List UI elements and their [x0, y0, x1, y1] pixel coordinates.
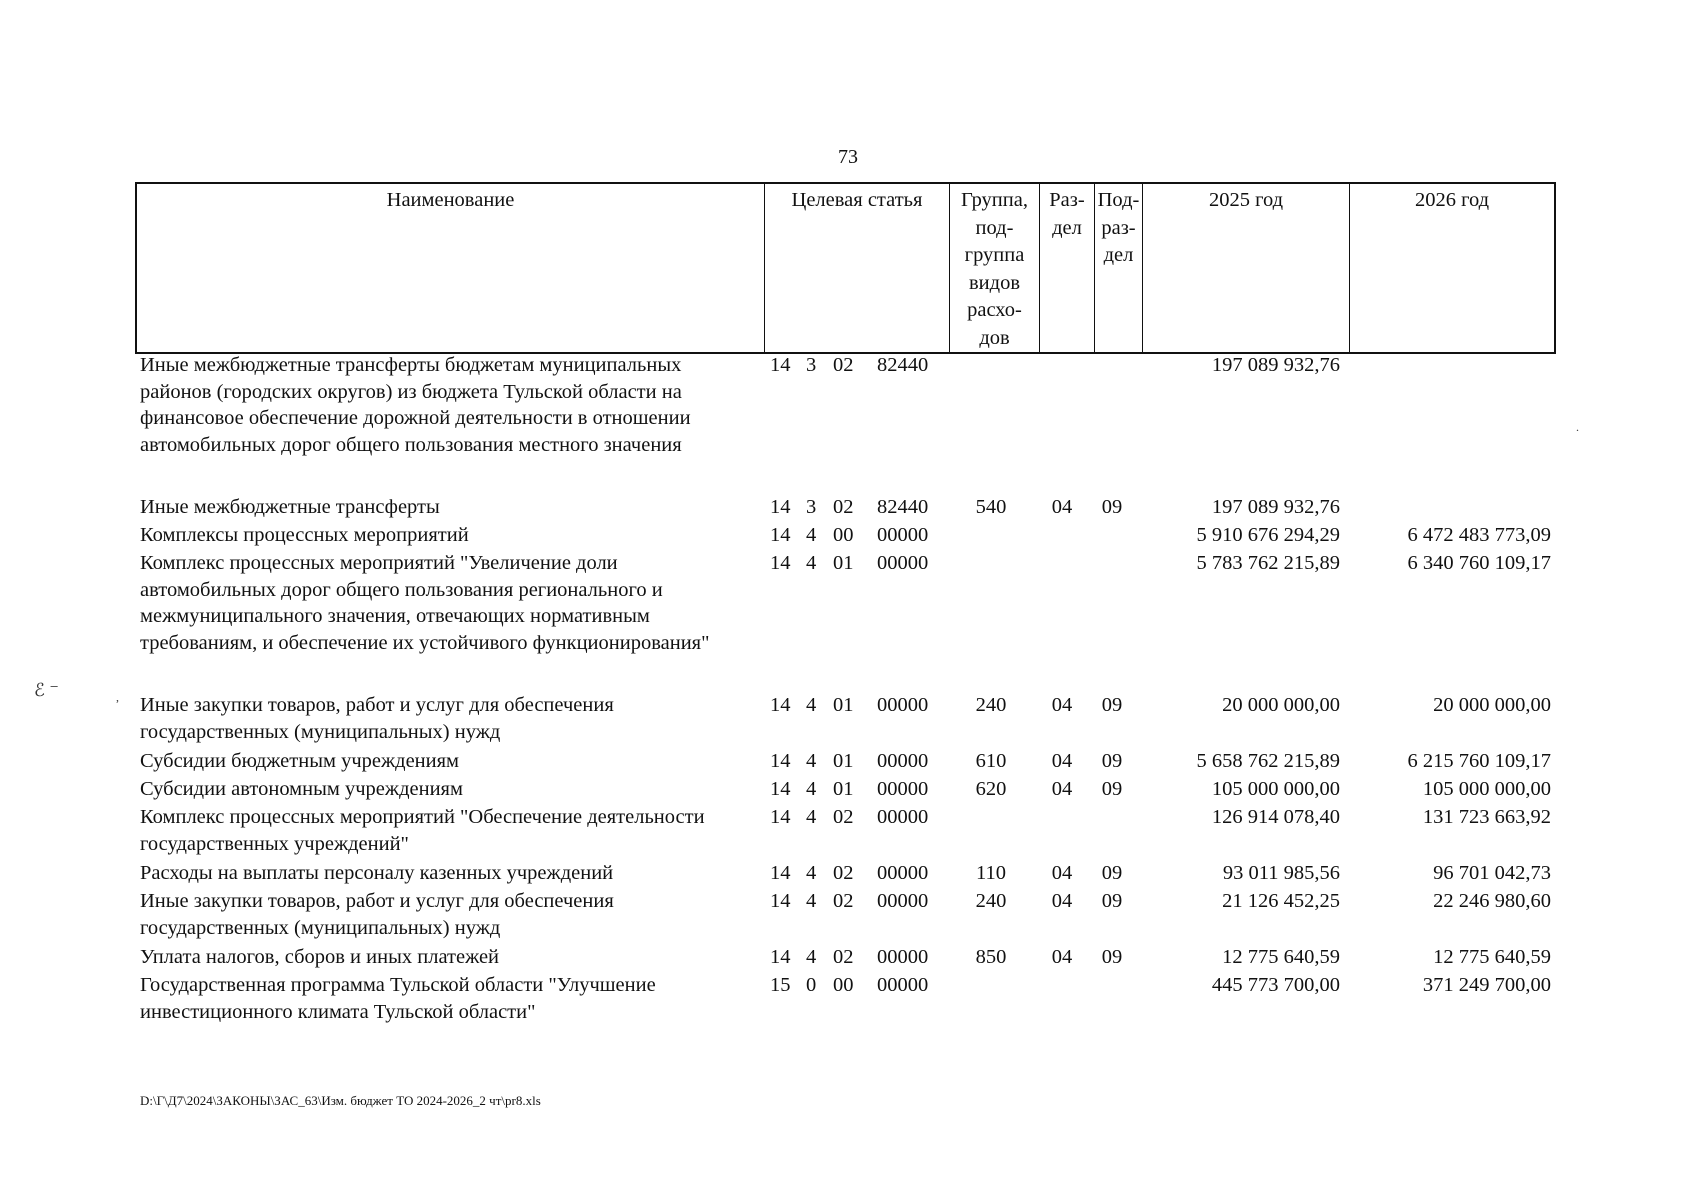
cell-c: 01	[833, 778, 854, 800]
cell-c: 01	[833, 750, 854, 772]
row-name-line: Уплата налогов, сборов и иных платежей	[140, 946, 500, 968]
cell-a: 14	[770, 524, 791, 546]
header-section	[1040, 184, 1095, 352]
cell-b: 4	[806, 552, 817, 574]
cell-group: 850	[975, 946, 1007, 968]
header-name: Наименование	[137, 184, 765, 352]
cell-c: 02	[833, 354, 854, 376]
header-group-line: Группа,	[961, 189, 1028, 211]
header-subsection-line: раз-	[1101, 216, 1136, 239]
cell-y2025: 445 773 700,00	[1211, 974, 1340, 996]
cell-d: 00000	[877, 862, 929, 884]
header-subsection-line: дел	[1103, 244, 1134, 266]
cell-y2026: 96 701 042,73	[1433, 862, 1551, 884]
cell-prz: 09	[1101, 778, 1123, 800]
cell-prz: 09	[1101, 694, 1123, 716]
cell-c: 02	[833, 496, 854, 518]
table-header	[135, 182, 1556, 354]
cell-d: 00000	[877, 806, 929, 828]
cell-rz: 04	[1051, 496, 1073, 518]
cell-y2026: 6 340 760 109,17	[1407, 552, 1551, 574]
row-name	[140, 972, 760, 1025]
cell-c: 02	[833, 806, 854, 828]
cell-a: 14	[770, 862, 791, 884]
row-name-line: государственных учреждений"	[140, 832, 409, 855]
header-section-line: дел	[1052, 216, 1082, 239]
row-name-line: районов (городских округов) из бюджета Тульской области на	[140, 380, 682, 403]
header-year-2026: 2026 год	[1414, 189, 1490, 211]
cell-y2026: 105 000 000,00	[1422, 778, 1551, 800]
cell-c: 01	[833, 694, 854, 716]
cell-y2025: 21 126 452,25	[1222, 890, 1340, 912]
row-name-line: Иные закупки товаров, работ и услуг для обеспечения	[140, 694, 614, 716]
row-name-line: Комплекс процессных мероприятий "Обеспечение деятельности	[140, 806, 705, 828]
row-name-line: инвестиционного климата Тульской области"	[140, 1000, 536, 1023]
cell-group: 240	[975, 694, 1007, 716]
cell-y2025: 93 011 985,56	[1222, 862, 1340, 884]
row-name	[140, 776, 760, 803]
cell-y2025: 5 658 762 215,89	[1196, 750, 1340, 772]
row-name	[140, 522, 760, 549]
cell-y2026: 12 775 640,59	[1433, 946, 1551, 968]
cell-d: 82440	[877, 354, 929, 376]
cell-b: 4	[806, 750, 817, 772]
cell-d: 82440	[877, 496, 929, 518]
row-name-line: государственных (муниципальных) нужд	[140, 916, 501, 939]
cell-c: 01	[833, 552, 854, 574]
cell-c: 00	[833, 524, 854, 546]
header-subsection-line: Под-	[1097, 189, 1140, 211]
cell-rz: 04	[1051, 778, 1073, 800]
row-name	[140, 494, 760, 521]
row-name-line: Комплекс процессных мероприятий "Увеличение доли	[140, 552, 618, 574]
cell-group: 240	[975, 890, 1007, 912]
cell-a: 15	[770, 974, 791, 996]
row-name	[140, 888, 760, 941]
scan-mark: .	[1576, 420, 1579, 434]
header-group-line: группа	[964, 244, 1025, 266]
cell-c: 02	[833, 890, 854, 912]
cell-a: 14	[770, 694, 791, 716]
cell-b: 4	[806, 890, 817, 912]
scan-mark: ,	[116, 690, 119, 704]
row-name	[140, 944, 760, 971]
cell-y2026: 131 723 663,92	[1422, 806, 1551, 828]
header-target-article: Целевая статья	[765, 184, 950, 352]
cell-d: 00000	[877, 552, 929, 574]
row-name-line: Комплексы процессных мероприятий	[140, 524, 469, 546]
scan-mark: ℰ ⁻	[34, 680, 59, 700]
header-group-line: видов	[968, 271, 1020, 294]
cell-y2025: 197 089 932,76	[1211, 496, 1340, 518]
header-subsection	[1095, 184, 1143, 352]
row-name-line: Иные межбюджетные трансферты бюджетам муниципальных	[140, 354, 682, 376]
cell-y2025: 20 000 000,00	[1222, 694, 1340, 716]
row-name-line: Субсидии бюджетным учреждениям	[140, 750, 460, 772]
row-name	[140, 804, 760, 857]
row-name-line: автомобильных дорог общего пользования местного значения	[140, 433, 682, 456]
header-group-line: дов	[979, 326, 1010, 349]
cell-y2026: 6 215 760 109,17	[1407, 750, 1551, 772]
cell-a: 14	[770, 750, 791, 772]
cell-a: 14	[770, 496, 791, 518]
file-path: D:\Г\Д7\2024\ЗАКОНЫ\ЗАС_63\Изм. бюджет ТО 2024-2026_2 чт\pr8.xls	[140, 1093, 541, 1108]
cell-b: 4	[806, 946, 817, 968]
cell-y2025: 12 775 640,59	[1222, 946, 1340, 968]
cell-prz: 09	[1101, 496, 1123, 518]
cell-c: 02	[833, 862, 854, 884]
row-name	[140, 692, 760, 745]
cell-group: 620	[975, 778, 1007, 800]
cell-y2026: 22 246 980,60	[1433, 890, 1551, 912]
cell-group: 540	[975, 496, 1007, 518]
row-name-line: финансовое обеспечение дорожной деятельности в отношении	[140, 407, 691, 429]
cell-rz: 04	[1051, 694, 1073, 716]
cell-y2025: 105 000 000,00	[1211, 778, 1340, 800]
row-name	[140, 352, 760, 458]
cell-b: 4	[806, 694, 817, 716]
row-name-line: требованиям, и обеспечение их устойчивого функционирования"	[140, 631, 710, 654]
cell-c: 00	[833, 974, 854, 996]
header-group-line: расхо-	[967, 299, 1022, 321]
cell-prz: 09	[1101, 862, 1123, 884]
cell-y2026: 20 000 000,00	[1433, 694, 1551, 716]
cell-a: 14	[770, 354, 791, 376]
cell-b: 0	[806, 974, 817, 996]
cell-y2026: 371 249 700,00	[1422, 974, 1551, 996]
page-number: 73	[838, 146, 858, 168]
cell-prz: 09	[1101, 946, 1123, 968]
row-name-line: межмуниципального значения, отвечающих нормативным	[140, 605, 650, 627]
cell-a: 14	[770, 552, 791, 574]
cell-d: 00000	[877, 778, 929, 800]
cell-d: 00000	[877, 694, 929, 716]
cell-b: 4	[806, 524, 817, 546]
header-year-2025: 2025 год	[1143, 184, 1350, 352]
cell-rz: 04	[1051, 862, 1073, 884]
header-section-line: Раз-	[1049, 189, 1085, 211]
cell-d: 00000	[877, 890, 929, 912]
cell-c: 02	[833, 946, 854, 968]
cell-a: 14	[770, 806, 791, 828]
cell-d: 00000	[877, 974, 929, 996]
cell-rz: 04	[1051, 890, 1073, 912]
row-name-line: Расходы на выплаты персоналу казенных учреждений	[140, 862, 614, 884]
row-name-line: Государственная программа Тульской области "Улучшение	[140, 974, 656, 996]
cell-b: 3	[806, 496, 817, 518]
row-name-line: автомобильных дорог общего пользования регионального и	[140, 578, 663, 601]
cell-a: 14	[770, 890, 791, 912]
cell-b: 4	[806, 862, 817, 884]
row-name	[140, 550, 760, 656]
row-name-line: государственных (муниципальных) нужд	[140, 720, 501, 743]
cell-y2025: 197 089 932,76	[1211, 354, 1340, 376]
cell-d: 00000	[877, 946, 929, 968]
row-name-line: Субсидии автономным учреждениям	[140, 778, 463, 800]
cell-y2025: 5 783 762 215,89	[1196, 552, 1340, 574]
cell-y2025: 5 910 676 294,29	[1196, 524, 1340, 546]
cell-y2025: 126 914 078,40	[1211, 806, 1340, 828]
cell-b: 4	[806, 806, 817, 828]
cell-rz: 04	[1051, 750, 1073, 772]
header-group-line: под-	[975, 216, 1014, 239]
cell-d: 00000	[877, 524, 929, 546]
cell-group: 110	[976, 862, 1006, 884]
cell-b: 4	[806, 778, 817, 800]
header-group	[950, 184, 1040, 352]
cell-y2026: 6 472 483 773,09	[1407, 524, 1551, 546]
cell-group: 610	[975, 750, 1007, 772]
cell-b: 3	[806, 354, 817, 376]
row-name-line: Иные межбюджетные трансферты	[140, 496, 440, 518]
row-name	[140, 748, 760, 775]
cell-prz: 09	[1101, 890, 1123, 912]
row-name	[140, 860, 760, 887]
row-name-line: Иные закупки товаров, работ и услуг для обеспечения	[140, 890, 614, 912]
cell-a: 14	[770, 778, 791, 800]
cell-a: 14	[770, 946, 791, 968]
cell-d: 00000	[877, 750, 929, 772]
cell-prz: 09	[1101, 750, 1123, 772]
cell-rz: 04	[1051, 946, 1073, 968]
